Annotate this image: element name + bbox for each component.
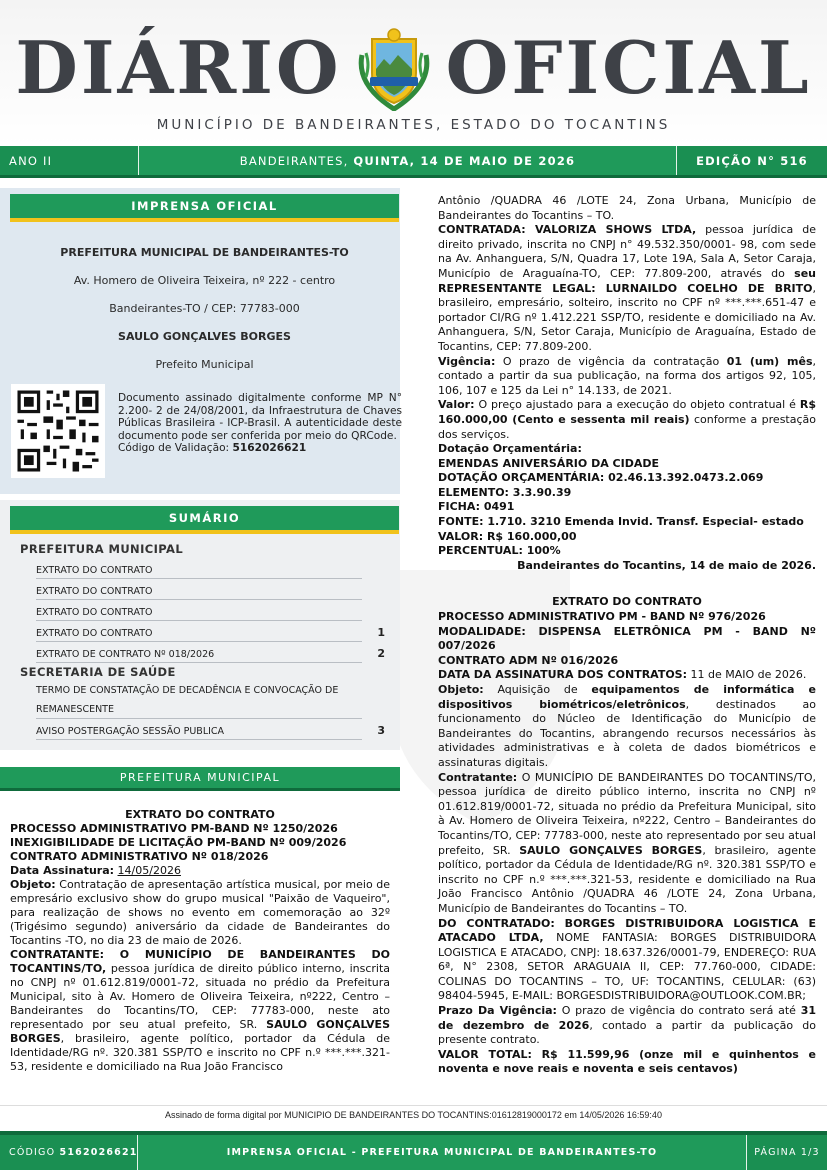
vigencia-tail: , contado a partir da sua publicação, na forma dos artigos 92, 105, 106, 107 e 125 da Lei n° 14.133, de 2021. — [438, 354, 817, 397]
contratada-text: pessoa jurídica de direito privado, inscrita no CNPJ n° 49.532.350/0001- 98, com sede na Av. Anhanguera, S/N, Quadra 17, Lote 19A, Sala A, Setor Caraja, Município de Araguaína-TO, CEP: 77.809-200, através do — [438, 223, 817, 280]
vigencia-text: O prazo de vigência da contratação — [502, 354, 720, 368]
extract-2-object-items: equipamentos de informática e dispositivos biométricos/eletrônicos — [438, 683, 816, 711]
prefeitura-address: Av. Homero de Oliveira Teixeira, nº 222 - centro — [73, 273, 336, 287]
municipal-crest-icon — [354, 25, 434, 111]
dotacao-code: DOTAÇÃO ORÇAMENTÁRIA: 02.46.13.392.0473.2.069 — [438, 471, 764, 485]
extract-inexigibilidade: INEXIGIBILIDADE DE LICITAÇÃO PM-BAND Nº 009/2026 — [10, 836, 347, 849]
valor-amount: R$ 160.000,00 (Cento e sessenta mil reais) — [438, 398, 817, 426]
qr-validation-text — [118, 392, 402, 455]
extract-2-prazo-date: 31 de dezembro de 2026 — [438, 1004, 817, 1032]
extract-2-prazo-text: O prazo de vigência do contrato será até — [561, 1004, 796, 1018]
summary-item-page: 3 — [377, 724, 385, 737]
masthead-subtitle: MUNICÍPIO DE BANDEIRANTES, ESTADO DO TOCANTINS — [156, 117, 671, 133]
dotacao-ficha: FICHA: 0491 — [438, 500, 515, 514]
extract-2-contratante-label: Contratante: — [438, 770, 518, 784]
extract-2-contratado — [438, 917, 816, 1005]
extract-2-mayor: SAULO GONÇALVES BORGES — [519, 843, 703, 857]
continuation-paragraph: Antônio /QUADRA 46 /LOTE 24, Zona Urbana, Município de Bandeirantes do Tocantins – TO. — [438, 194, 816, 222]
valor-paragraph — [438, 398, 816, 442]
summary-item-page: 2 — [377, 647, 385, 660]
extract-2-prazo-tail: , contado a partir da publicação do presente contrato. — [438, 1018, 816, 1047]
extract-2-contratante-tail: , brasileiro, agente político, portador da Cédula de Identidade/RG nº. 320.381 SSP/TO e inscrito no CPF n.º ***.***.321-53, residente e domiciliado na Rua João Francisco Antônio /QUADRA 46 /LOTE 24, Zona Urbana, Município de Bandeirantes do Tocantins – TO. — [438, 843, 817, 915]
extract-signature-date — [10, 864, 390, 878]
extract-2-contratante — [438, 771, 816, 917]
summary-item-label: EXTRATO DO CONTRATO — [36, 628, 153, 639]
qr-validation — [10, 384, 402, 478]
summary-header: SUMÁRIO — [10, 506, 399, 534]
summary-item-label: EXTRATO DE CONTRATO Nº 018/2026 — [36, 649, 215, 660]
footer-code-value: 5162026621 — [59, 1147, 138, 1158]
summary-item[interactable] — [36, 719, 385, 740]
extract-2-modalidade: MODALIDADE: DISPENSA ELETRÔNICA PM - BAND Nº 007/2026 — [438, 624, 816, 653]
summary-list — [20, 540, 390, 740]
place-date: Bandeirantes do Tocantins, 14 de maio de 2026. — [517, 558, 816, 572]
qr-description: Documento assinado digitalmente conforme MP N° 2.200- 2 de 24/08/2001, da Infraestrutura de Chaves Públicas Brasileira - ICP-Brasil. A autenticidade deste documento pode ser conferida por meio do QRCode. — [118, 392, 402, 442]
summary-section-prefeitura: PREFEITURA MUNICIPAL — [20, 542, 184, 556]
vigencia-period: 01 (um) mês — [726, 354, 813, 368]
summary-item[interactable] — [36, 558, 362, 579]
mayor-name: SAULO GONÇALVES BORGES — [118, 329, 291, 343]
masthead — [0, 0, 827, 146]
prefeitura-cep: Bandeirantes-TO / CEP: 77783-000 — [109, 301, 300, 315]
digital-signature-line: Assinado de forma digital por MUNICIPIO DE BANDEIRANTES DO TOCANTINS:01612819000172 em 14/05/2026 16:59:40 — [0, 1105, 827, 1123]
extract-2-prazo-label: Prazo Da Vigência: — [438, 1004, 557, 1018]
valor-label: Valor: — [438, 398, 475, 412]
footer-page: PÁGINA 1/3 — [747, 1135, 827, 1170]
dotacao-label: Dotação Orçamentária: — [438, 442, 582, 456]
object-text: Contratação de apresentação artística musical, por meio de empresário exclusivo show do grupo musical "Paixão de Vaqueiro", para realização de shows no evento em comemoração ao 32º (Trigésimo segundo) aniversário da cidade de Bandeirantes do Tocantins -TO, no dia 23 de maio de 2026. — [10, 878, 391, 947]
extract-process: PROCESSO ADMINISTRATIVO PM-BAND Nº 1250/2026 — [10, 822, 338, 835]
summary-item[interactable] — [36, 642, 385, 663]
signature-date: 14/05/2026 — [117, 864, 181, 877]
contratante-label: CONTRATANTE: O MUNICÍPIO DE BANDEIRANTES DO TOCANTINS/TO, — [10, 948, 390, 975]
contratante-tail: , brasileiro, agente político, portador da Cédula de Identidade/RG nº. 320.381 SSP/TO e inscrito no CPF n.º ***.***.321-53, residente e domiciliado na Rua João Francisco — [10, 1032, 390, 1073]
extract-2-process: PROCESSO ADMINISTRATIVO PM - BAND Nº 976/2026 — [438, 610, 766, 624]
footer-band — [0, 1131, 827, 1170]
summary-item[interactable] — [36, 681, 362, 719]
validation-code: 5162026621 — [232, 442, 307, 455]
representante-label: seu REPRESENTANTE LEGAL: LURNAILDO COELHO DE BRITO — [438, 266, 817, 295]
extract-contract-number: CONTRATO ADMINISTRATIVO Nº 018/2026 — [10, 850, 269, 863]
signature-date-label: Data Assinatura: — [10, 864, 115, 877]
extract-2-object-label: Objeto: — [438, 683, 484, 696]
prefeitura-name: PREFEITURA MUNICIPAL DE BANDEIRANTES-TO — [60, 245, 349, 259]
extract-2-date — [438, 668, 816, 683]
edition-band — [0, 146, 827, 178]
summary-item-label: EXTRATO DO CONTRATO — [36, 565, 153, 576]
summary-item-label: TERMO DE CONSTATAÇÃO DE DECADÊNCIA E CONVOCAÇÃO DE REMANESCENTE — [36, 685, 339, 715]
extract-2-object — [438, 683, 816, 771]
edition-number: EDIÇÃO N° 516 — [677, 146, 827, 175]
imprensa-card — [0, 188, 400, 494]
extract-contratante — [10, 948, 390, 1074]
summary-item-page: 1 — [377, 626, 385, 639]
masthead-title — [0, 22, 827, 114]
extract-2-contratado-text: NOME FANTASIA: BORGES DISTRIBUIDORA LOGISTICA E ATACADO, CNPJ: 18.637.326/0001-79, ENDEREÇO: RUA 6ª, N° 2308, SETOR ARAGUAIA II, CEP: 77.760-000, CIDADE: COLINAS DO TOCANTINS – TO, UF: TOCANTINS, CELULAR: (63) 98404-5945, E-MAIL: BORGESDISTRIBUIDORA@OUTLOOK.COM.BR; — [438, 931, 816, 1003]
footer-code-label: CÓDIGO — [9, 1147, 56, 1158]
dotacao-emendas: EMENDAS ANIVERSÁRIO DA CIDADE — [438, 456, 659, 470]
summary-item-label: EXTRATO DO CONTRATO — [36, 607, 153, 618]
contratada-label: CONTRATADA: VALORIZA SHOWS LTDA, — [438, 223, 697, 237]
summary-item-label: EXTRATO DO CONTRATO — [36, 586, 153, 597]
dotacao-elemento: ELEMENTO: 3.3.90.39 — [438, 485, 572, 499]
edition-date — [138, 146, 677, 175]
title-left-word: DIÁRIO — [15, 25, 342, 110]
extract-object — [10, 878, 390, 948]
prefeitura-info — [10, 238, 399, 378]
title-right-word: OFICIAL — [445, 25, 812, 110]
extract-2-date-value: 11 de MAIO de 2026. — [690, 668, 807, 682]
extract-2-object-tail: , destinados ao funcionamento do Núcleo de Identificação do Município de Bandeirantes do Tocantins, abrangendo recursos necessários às atividades administrativas e à coleta de dados biométricos e assinaturas digitais. — [438, 697, 817, 769]
contratada-paragraph — [438, 223, 816, 354]
vigencia-label: Vigência: — [438, 354, 496, 368]
summary-section-saude: SECRETARIA DE SAÚDE — [20, 665, 176, 679]
footer-code — [0, 1135, 137, 1170]
dotacao-valor: VALOR: R$ 160.000,00 — [438, 529, 577, 543]
contratante-mayor: SAULO GONÇALVES BORGES — [10, 1018, 390, 1045]
right-column — [438, 194, 816, 1077]
mayor-role: Prefeito Municipal — [155, 357, 254, 371]
extract-2-object-text: Aquisição de — [497, 683, 578, 696]
representante-text: , brasileiro, empresário, solteiro, inscrito no CPF nº ***.***.651-47 e portador CI/RG nº 1.412.221 SSP/TO, residente e domiciliado na Av. Anhanguera, S/N, Setor Caraja, Município de Araguaína, Estado de Tocantins, CEP: 77.809-200. — [438, 281, 816, 353]
valor-text: O preço ajustado para a execução do objeto contratual é — [478, 398, 796, 412]
extract-2-contratado-label: DO CONTRATADO: BORGES DISTRIBUIDORA LOGISTICA E ATACADO LTDA, — [438, 916, 816, 945]
summary-item[interactable] — [36, 621, 385, 642]
extract-2-contract: CONTRATO ADM Nº 016/2026 — [438, 653, 619, 667]
contratante-text: pessoa jurídica de direito público interno, inscrita no CNPJ nº 01.612.819/0001-72, situada no prédio da Prefeitura Municipal, sito à Av. Homero de Oliveira Teixeira, nº222, Centro – Bandeirantes do Tocantins/TO, CEP: 77783-000, neste ato representado por seu atual prefeito, SR. — [10, 962, 391, 1031]
validation-code-label: Código de Validação: — [118, 442, 230, 455]
dotacao-fonte: FONTE: 1.710. 3210 Emenda Invid. Transf. Especial- estado — [438, 515, 804, 529]
object-label: Objeto: — [10, 878, 56, 891]
extract-title: EXTRATO DO CONTRATO — [125, 808, 275, 821]
extract-2-contratante-text: O MUNICÍPIO DE BANDEIRANTES DO TOCANTINS/TO, pessoa jurídica de direito público interno, inscrita no CNPJ nº 01.612.819/0001-72, situada no prédio da Prefeitura Municipal, sito à Av. Homero de Oliveira Teixeira, nº222, Centro – Bandeirantes do Tocantins/TO, CEP: 77783-000, neste ato representado por seu atual prefeito, SR. — [438, 770, 816, 857]
extract-2-prazo — [438, 1004, 816, 1048]
summary-item[interactable] — [36, 579, 362, 600]
extract-2-total: VALOR TOTAL: R$ 11.599,96 (onze mil e quinhentos e noventa e nove reais e noventa e seis centavos) — [438, 1047, 816, 1076]
extract-2-date-label: DATA DA ASSINATURA DOS CONTRATOS: — [438, 668, 687, 682]
dotacao-percentual: PERCENTUAL: 100% — [438, 544, 561, 558]
extract-2-title: EXTRATO DO CONTRATO — [552, 595, 702, 609]
edition-year: ANO II — [0, 146, 138, 175]
summary-item-label: AVISO POSTERGAÇÃO SESSÃO PUBLICA — [36, 726, 225, 737]
prefeitura-section-header: PREFEITURA MUNICIPAL — [0, 767, 400, 791]
summary-item[interactable] — [36, 600, 362, 621]
contract-extract-1 — [10, 808, 390, 1074]
imprensa-header: IMPRENSA OFICIAL — [10, 194, 399, 222]
qr-code-icon[interactable] — [11, 384, 105, 478]
edition-city: BANDEIRANTES, — [239, 153, 349, 168]
vigencia-paragraph — [438, 355, 816, 399]
edition-date-text: QUINTA, 14 DE MAIO DE 2026 — [353, 153, 576, 168]
summary-card — [0, 500, 400, 750]
footer-title: IMPRENSA OFICIAL - PREFEITURA MUNICIPAL DE BANDEIRANTES-TO — [137, 1135, 747, 1170]
valor-tail: conforme a prestação dos serviços. — [438, 412, 816, 441]
